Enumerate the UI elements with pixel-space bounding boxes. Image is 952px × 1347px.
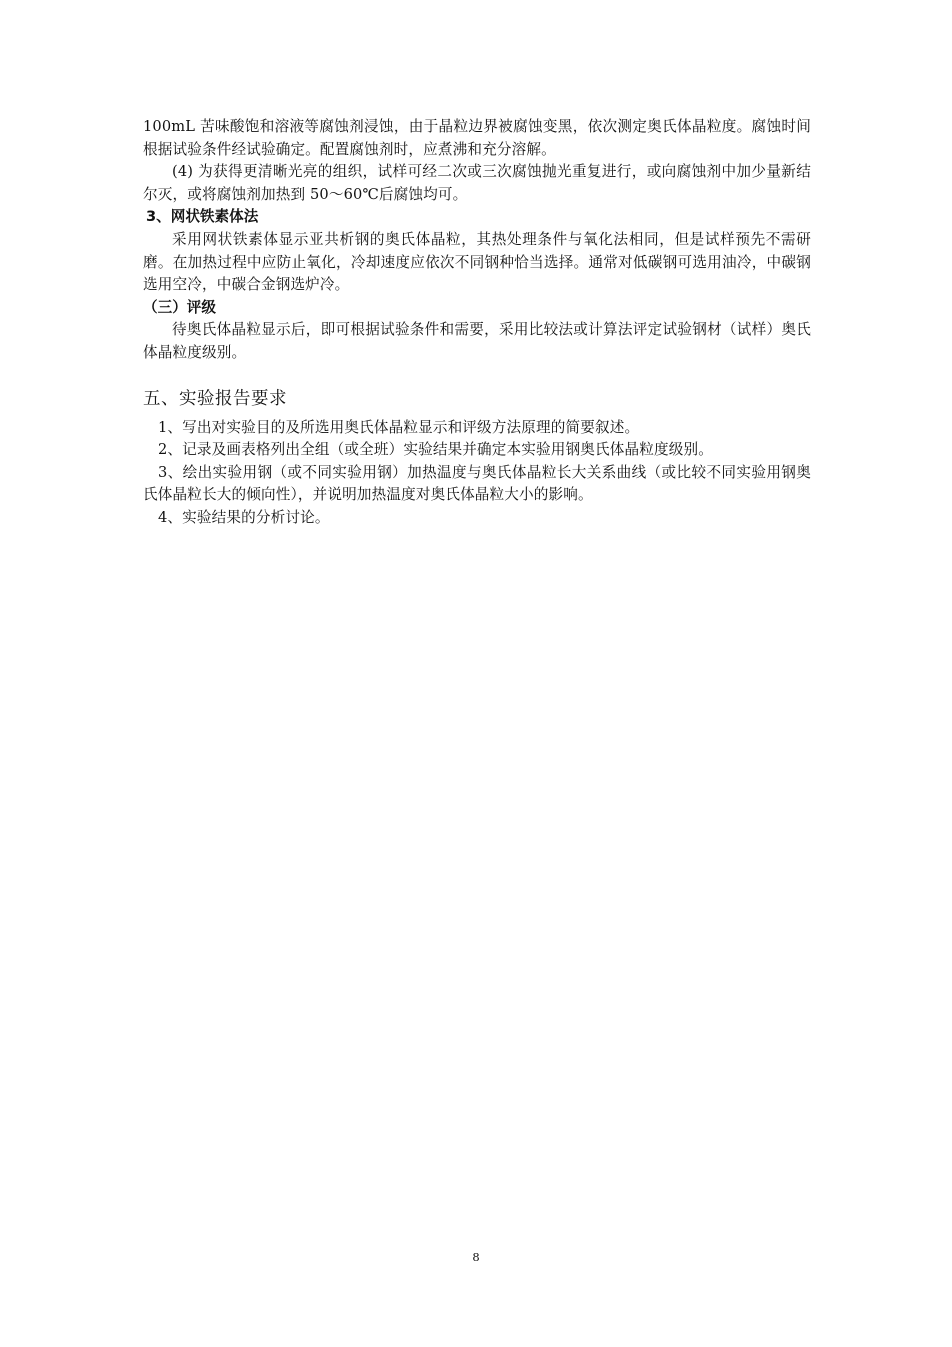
etchant-paragraph: 100mL 苦味酸饱和溶液等腐蚀剂浸蚀，由于晶粒边界被腐蚀变黑，依次测定奥氏体晶粒度。腐蚀时间根据试验条件经试验确定。配置腐蚀剂时，应煮沸和充分溶解。 xyxy=(143,118,811,158)
method3-paragraph: 采用网状铁素体显示亚共析钢的奥氏体晶粒，其热处理条件与氧化法相同，但是试样预先不需研磨。在加热过程中应防止氧化，冷却速度应依次不同钢种恰当选择。通常对低碳钢可选用油冷，中碳钢选用空冷，中碳合金钢选炉冷。 xyxy=(143,230,811,294)
rating-paragraph: 待奥氏体晶粒显示后，即可根据试验条件和需要，采用比较法或计算法评定试验钢材（试样）奥氏体晶粒度级别。 xyxy=(143,321,811,361)
rating-heading: （三）评级 xyxy=(143,298,216,316)
method3-heading: 3、网状铁素体法 xyxy=(146,208,259,226)
report-item-3: 3、绘出实验用钢（或不同实验用钢）加热温度与奥氏体晶粒长大关系曲线（或比较不同实验用钢奥氏体晶粒长大的倾向性），并说明加热温度对奥氏体晶粒大小的影响。 xyxy=(143,463,811,504)
etching-tip-paragraph: (4) 为获得更清晰光亮的组织，试样可经二次或三次腐蚀抛光重复进行，或向腐蚀剂中加少量新结尔灭，或将腐蚀剂加热到 50～60℃后腐蚀均可。 xyxy=(143,163,811,203)
report-section-title: 五、实验报告要求 xyxy=(143,388,287,409)
page-number: 8 xyxy=(472,1250,480,1264)
report-item-4: 4、实验结果的分析讨论。 xyxy=(158,508,330,526)
report-item-2: 2、记录及画表格列出全组（或全班）实验结果并确定本实验用钢奥氏体晶粒度级别。 xyxy=(158,441,713,459)
report-item-1: 1、写出对实验目的及所选用奥氏体晶粒显示和评级方法原理的简要叙述。 xyxy=(158,418,640,436)
page-content xyxy=(143,116,811,530)
